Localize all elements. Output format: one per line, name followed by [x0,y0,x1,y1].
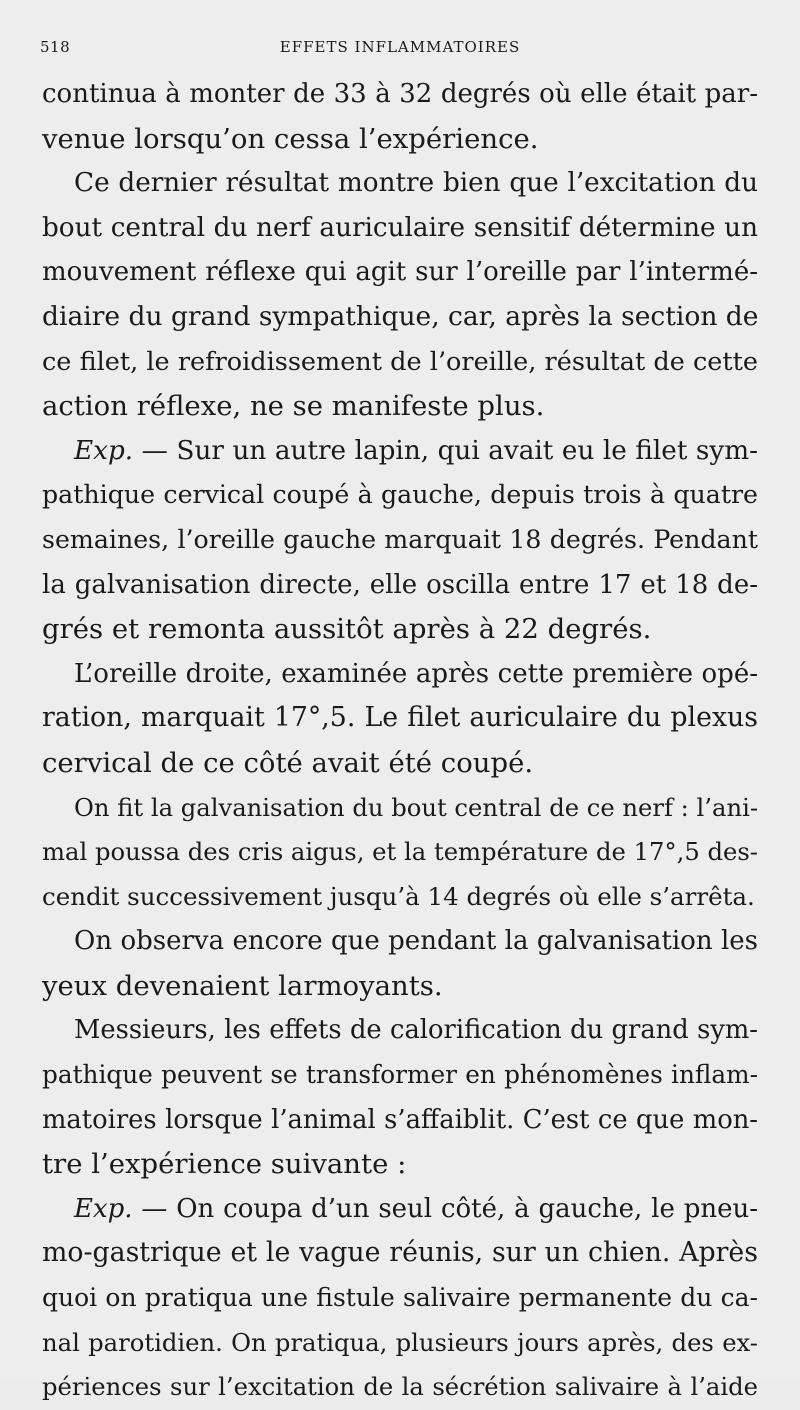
text-line: cervical de ce côté avait été coupé. [42,746,534,779]
text-line: Exp. — Sur un autre lapin, qui avait eu le filet sym- [74,435,758,466]
running-head [40,38,760,62]
page-number: 518 [40,38,71,56]
text-line: périences sur l’excitation de la sécrétion salivaire à l’aide [42,1372,758,1402]
text-line: ration, marquait 17°,5. Le filet auriculaire du plexus [42,702,758,734]
text-line: mouvement réflexe qui agit sur l’oreille par l’intermé- [42,257,758,288]
text-line: On fit la galvanisation du bout central de ce nerf : l’ani- [74,792,759,822]
exp-label: Exp. [74,1193,133,1224]
running-title: EFFETS INFLAMMATOIRES [279,38,521,56]
text-line: yeux devenaient larmoyants. [42,969,443,1002]
text-line: continua à monter de 33 à 32 degrés où elle était par- [42,79,758,109]
text-line: cendit successivement jusqu’à 14 degrés où elle s’arrêta. [42,881,755,911]
text-line: grés et remonta aussitôt après à 22 degrés. [42,613,652,646]
text-line: nal parotidien. On pratiqua, plusieurs jours après, des ex- [42,1327,758,1357]
text-line: la galvanisation directe, elle oscilla entre 17 et 18 de- [42,569,758,600]
text-line: mal poussa des cris aigus, et la température de 17°,5 des- [42,837,758,867]
text-line: quoi on pratiqua une fistule salivaire permanente du ca- [42,1283,758,1313]
text-line: action réflexe, ne se manifeste plus. [42,390,545,423]
text-line: Ce dernier résultat montre bien que l’excitation du [74,168,758,199]
text-line: diaire du grand sympathique, car, après la section de [42,300,759,332]
body-text [42,72,758,1410]
text-line: pathique cervical coupé à gauche, depuis trois à quatre [42,480,758,510]
text-line: bout central du nerf auriculaire sensitif détermine un [42,212,758,243]
text-line: pathique peuvent se transformer en phénomènes inflam- [42,1060,758,1090]
text-line: semaines, l’oreille gauche marquait 18 degrés. Pendant [42,524,758,554]
text-line: On observa encore que pendant la galvanisation les [74,926,758,957]
text-line: venue lorsqu’on cessa l’expérience. [42,122,539,155]
text-line: Exp. — On coupa d’un seul côté, à gauche, le pneu- [74,1193,758,1224]
text-line: mo-gastrique et le vague réunis, sur un chien. Après [42,1237,758,1269]
text-line: ce filet, le refroidissement de l’oreille, résultat de cette [42,346,758,377]
text-line: matoires lorsque l’animal s’affaiblit. C’est ce que mon- [42,1104,758,1135]
text-line: Messieurs, les effets de calorification du grand sym- [74,1015,758,1046]
exp-label: Exp. [74,435,134,466]
text-line: L’oreille droite, examinée après cette première opé- [74,658,758,689]
text-line: tre l’expérience suivante : [42,1148,407,1181]
